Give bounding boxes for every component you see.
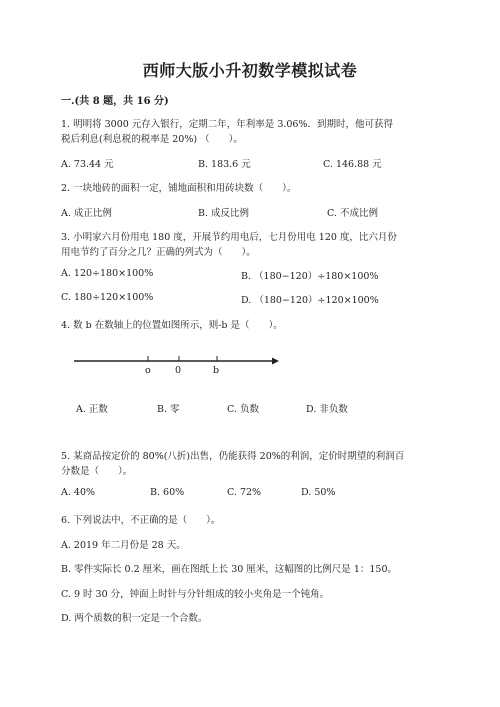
question-5-line-1: 5. 某商品按定价的 80%(八折)出售，仍能获得 20%的利润，定价时期望的利润百 xyxy=(61,451,405,462)
question-6-option-b: B. 零件实际长 0.2 厘米，画在图纸上长 30 厘米，这幅图的比例尺是 1：150。 xyxy=(61,564,397,575)
question-3-line-2: 用电节约了百分之几？正确的列式为（ ）。 xyxy=(61,247,256,258)
question-1-option-a: A. 73.44 元 xyxy=(61,159,114,170)
question-2-option-b: B. 成反比例 xyxy=(198,208,250,219)
number-line-label-b: b xyxy=(213,365,220,376)
question-1-option-b: B. 183.6 元 xyxy=(198,159,251,170)
question-4-option-d: D. 非负数 xyxy=(306,404,348,415)
question-3-option-d: D. （180−120）÷120×100% xyxy=(241,295,379,306)
question-3-option-a: A. 120÷180×100% xyxy=(61,268,154,279)
question-5-option-d: D. 50% xyxy=(301,487,336,498)
question-5-option-c: C. 72% xyxy=(227,487,262,498)
question-6-option-a: A. 2019 年二月份是 28 天。 xyxy=(61,540,186,551)
number-line-arrow-icon xyxy=(272,358,279,365)
question-3-line-1: 3. 小明家六月份用电 180 度，开展节约用电后，七月份用电 120 度，比六月份 xyxy=(61,232,397,243)
question-4-option-c: C. 负数 xyxy=(227,404,259,415)
question-3-option-b: B. （180−120）÷180×100% xyxy=(241,271,379,282)
number-line-label-o: o xyxy=(145,365,151,376)
section-heading: 一.(共 8 题，共 16 分) xyxy=(61,96,169,107)
page-title: 西师大版小升初数学模拟试卷 xyxy=(142,61,358,80)
question-6-option-d: D. 两个质数的积一定是一个合数。 xyxy=(61,613,208,624)
number-line-diagram xyxy=(74,355,284,377)
question-4-line-1: 4. 数 b 在数轴上的位置如图所示，则-b 是（ ）。 xyxy=(61,320,283,331)
question-5-option-b: B. 60% xyxy=(150,487,185,498)
question-1-option-c: C. 146.88 元 xyxy=(323,159,382,170)
question-5-option-a: A. 40% xyxy=(61,487,96,498)
question-3-option-c: C. 180÷120×100% xyxy=(61,292,154,303)
question-6-option-c: C. 9 时 30 分，钟面上时针与分针组成的较小夹角是一个钝角。 xyxy=(61,589,330,600)
question-5-line-2: 分数是（ ）。 xyxy=(61,466,133,477)
question-2-option-c: C. 不成比例 xyxy=(327,208,378,219)
question-4-option-a: A. 正数 xyxy=(76,404,108,415)
question-1-line-1: 1. 明明将 3000 元存入银行，定期二年，年利率是 3.06%．到期时，他可获得 xyxy=(61,119,393,130)
question-2-line-1: 2. 一块地砖的面积一定，铺地面积和用砖块数（ ）。 xyxy=(61,183,297,194)
question-4-option-b: B. 零 xyxy=(157,404,180,415)
question-1-line-2: 税后利息(利息税的税率是 20%) （ ）。 xyxy=(61,134,243,145)
question-2-option-a: A. 成正比例 xyxy=(61,208,112,219)
question-6-line-1: 6. 下列说法中，不正确的是（ ）。 xyxy=(61,515,221,526)
number-line-label-zero: 0 xyxy=(175,365,182,376)
